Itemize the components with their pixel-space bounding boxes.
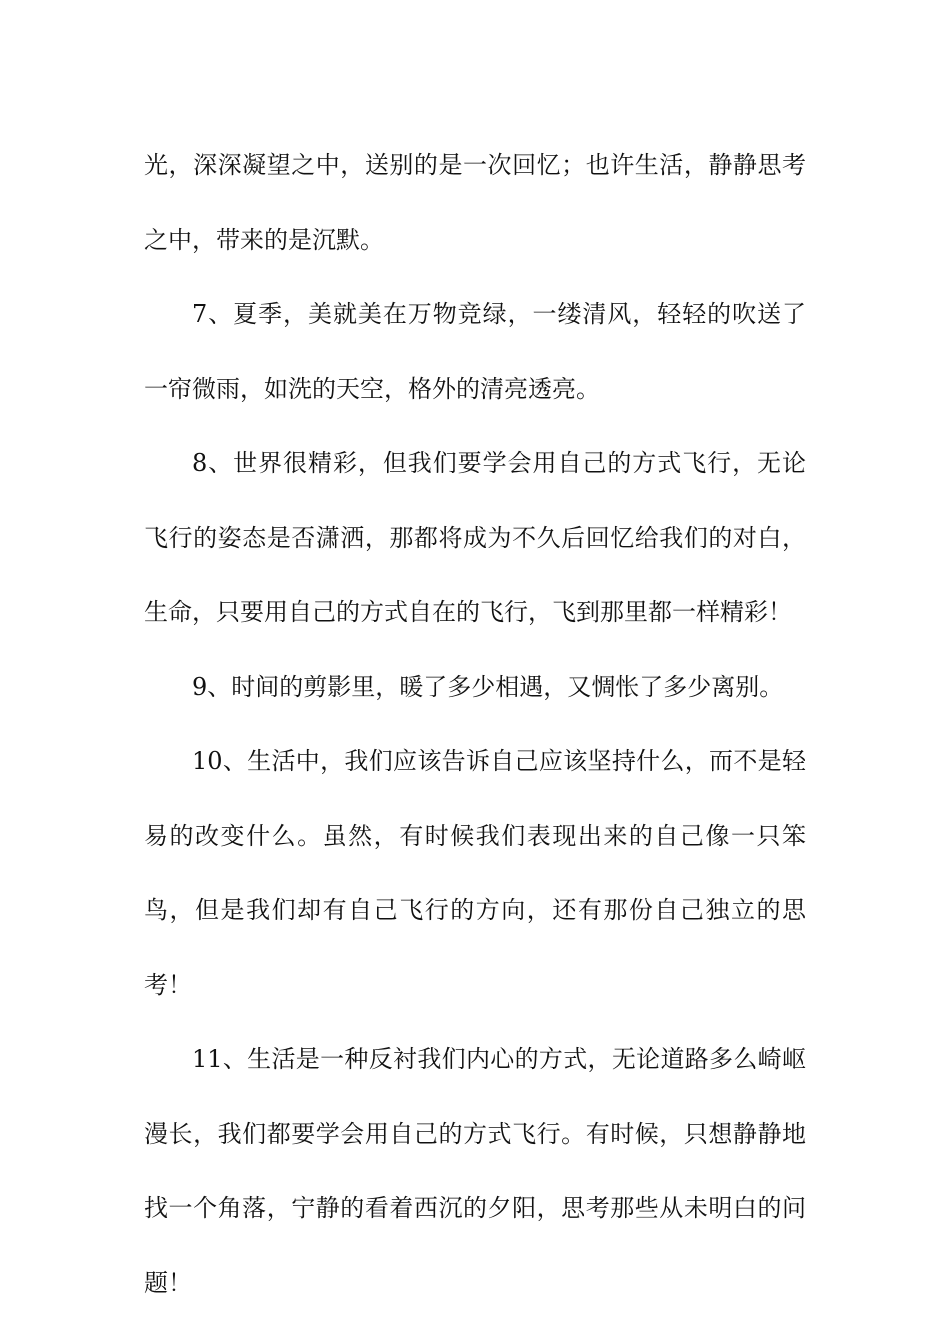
paragraph-8: 8、世界很精彩，但我们要学会用自己的方式飞行，无论飞行的姿态是否潇洒，那都将成为不久后回忆给我们的对白，生命，只要用自己的方式自在的飞行，飞到那里都一样精彩！ — [144, 449, 806, 626]
paragraph-7: 7、夏季，美就美在万物竞绿，一缕清风，轻轻的吹送了一帘微雨，如洗的天空，格外的清亮透亮。 — [144, 300, 806, 403]
body-text — [144, 128, 806, 1320]
paragraph-9: 9、时间的剪影里，暖了多少相遇，又惆怅了多少离别。 — [192, 672, 784, 701]
paragraph-continuation: 光，深深凝望之中，送别的是一次回忆；也许生活，静静思考之中，带来的是沉默。 — [144, 151, 806, 254]
paragraph-10: 10、生活中，我们应该告诉自己应该坚持什么，而不是轻易的改变什么。虽然，有时候我们表现出来的自己像一只笨鸟，但是我们却有自己飞行的方向，还有那份自己独立的思考！ — [144, 747, 806, 999]
paragraph-11: 11、生活是一种反衬我们内心的方式，无论道路多么崎岖漫长，我们都要学会用自己的方式飞行。有时候，只想静静地找一个角落，宁静的看着西沉的夕阳，思考那些从未明白的问题！ — [144, 1045, 806, 1297]
